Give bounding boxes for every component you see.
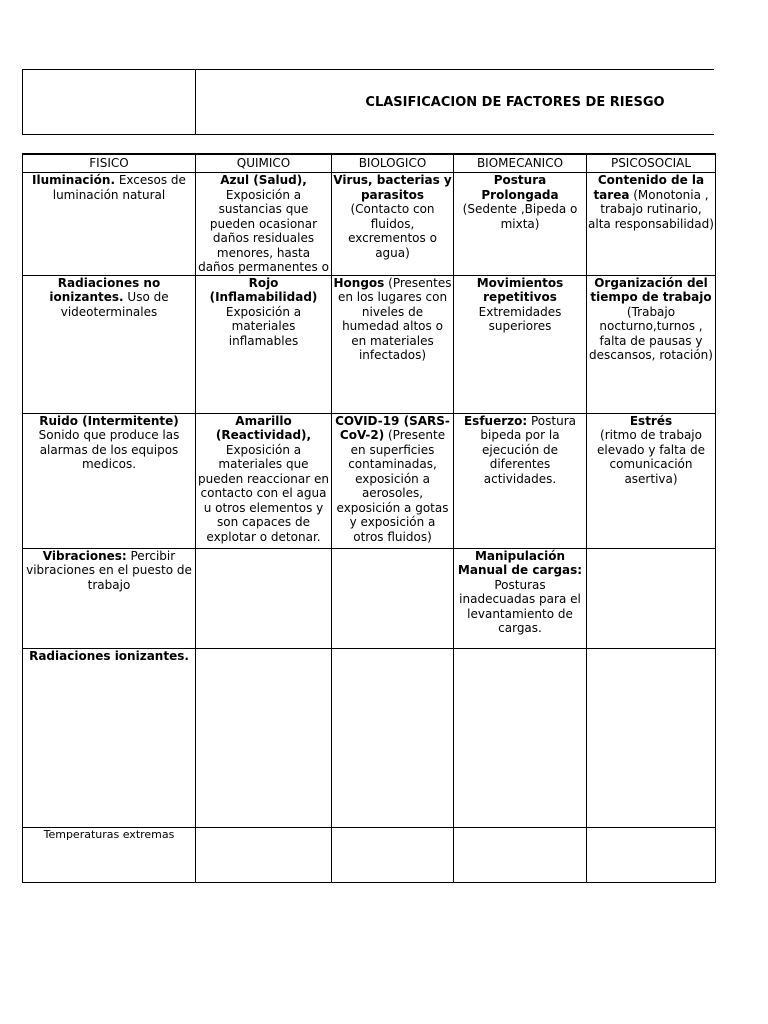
table-cell: Amarillo (Reactividad), Exposición a materiales que pueden reaccionar en contacto con el agua u otros elementos y son capaces de explotar o detonar. bbox=[196, 413, 332, 548]
table-cell: Postura Prolongada (Sedente ,Bipeda o mixta) bbox=[454, 173, 587, 276]
table-cell bbox=[454, 827, 587, 882]
header-logo-cell bbox=[23, 70, 196, 134]
document-header bbox=[22, 69, 714, 135]
column-header-biomecanico: BIOMECANICO bbox=[454, 154, 587, 173]
table-cell: Estrés (ritmo de trabajo elevado y falta de comunicación asertiva) bbox=[587, 413, 716, 548]
column-header-quimico: QUIMICO bbox=[196, 154, 332, 173]
table-row bbox=[23, 648, 716, 827]
table-cell bbox=[196, 548, 332, 648]
table-cell: Hongos (Presentes en los lugares con niveles de humedad altos o en materiales infectados) bbox=[332, 275, 454, 413]
table-cell: Rojo (Inflamabilidad) Exposición a materiales inflamables bbox=[196, 275, 332, 413]
table-cell: Virus, bacterias y parasitos (Contacto con fluidos, excrementos o agua) bbox=[332, 173, 454, 276]
table-cell: Radiaciones no ionizantes. Uso de videoterminales bbox=[23, 275, 196, 413]
table-cell: Ruido (Intermitente) Sonido que produce las alarmas de los equipos medicos. bbox=[23, 413, 196, 548]
table-cell bbox=[196, 827, 332, 882]
page-title: CLASIFICACION DE FACTORES DE RIESGO bbox=[365, 94, 665, 110]
table-cell bbox=[332, 827, 454, 882]
table-cell: Esfuerzo: Postura bipeda por la ejecución de diferentes actividades. bbox=[454, 413, 587, 548]
column-header-biologico: BIOLOGICO bbox=[332, 154, 454, 173]
table-cell bbox=[587, 548, 716, 648]
table-header-row bbox=[23, 154, 716, 173]
table-cell: Iluminación. Excesos de luminación natural bbox=[23, 173, 196, 276]
risk-factors-table bbox=[22, 153, 716, 883]
table-row bbox=[23, 548, 716, 648]
table-cell: Organización del tiempo de trabajo (Trabajo nocturno,turnos , falta de pausas y descansos, rotación) bbox=[587, 275, 716, 413]
table-cell: Temperaturas extremas bbox=[23, 827, 196, 882]
table-cell bbox=[196, 648, 332, 827]
table-cell: Movimientos repetitivos Extremidades superiores bbox=[454, 275, 587, 413]
table-cell bbox=[454, 648, 587, 827]
table-cell bbox=[587, 648, 716, 827]
table-cell bbox=[332, 548, 454, 648]
table-cell bbox=[332, 648, 454, 827]
table-row bbox=[23, 413, 716, 548]
column-header-psicosocial: PSICOSOCIAL bbox=[587, 154, 716, 173]
table-cell: Azul (Salud), Exposición a sustancias que pueden ocasionar daños residuales menores, hasta daños permanentes o bbox=[196, 173, 332, 276]
table-row bbox=[23, 275, 716, 413]
table-row bbox=[23, 827, 716, 882]
table-cell: Contenido de la tarea (Monotonia , trabajo rutinario, alta responsabilidad) bbox=[587, 173, 716, 276]
table-row bbox=[23, 173, 716, 276]
column-header-fisico: FISICO bbox=[23, 154, 196, 173]
table-cell: Radiaciones ionizantes. bbox=[23, 648, 196, 827]
table-cell: COVID-19 (SARS-CoV-2) (Presente en superficies contaminadas, exposición a aerosoles, exposición a gotas y exposición a otros fluidos) bbox=[332, 413, 454, 548]
table-cell: Vibraciones: Percibir vibraciones en el puesto de trabajo bbox=[23, 548, 196, 648]
table-cell: Manipulación Manual de cargas: Posturas inadecuadas para el levantamiento de cargas. bbox=[454, 548, 587, 648]
table-cell bbox=[587, 827, 716, 882]
